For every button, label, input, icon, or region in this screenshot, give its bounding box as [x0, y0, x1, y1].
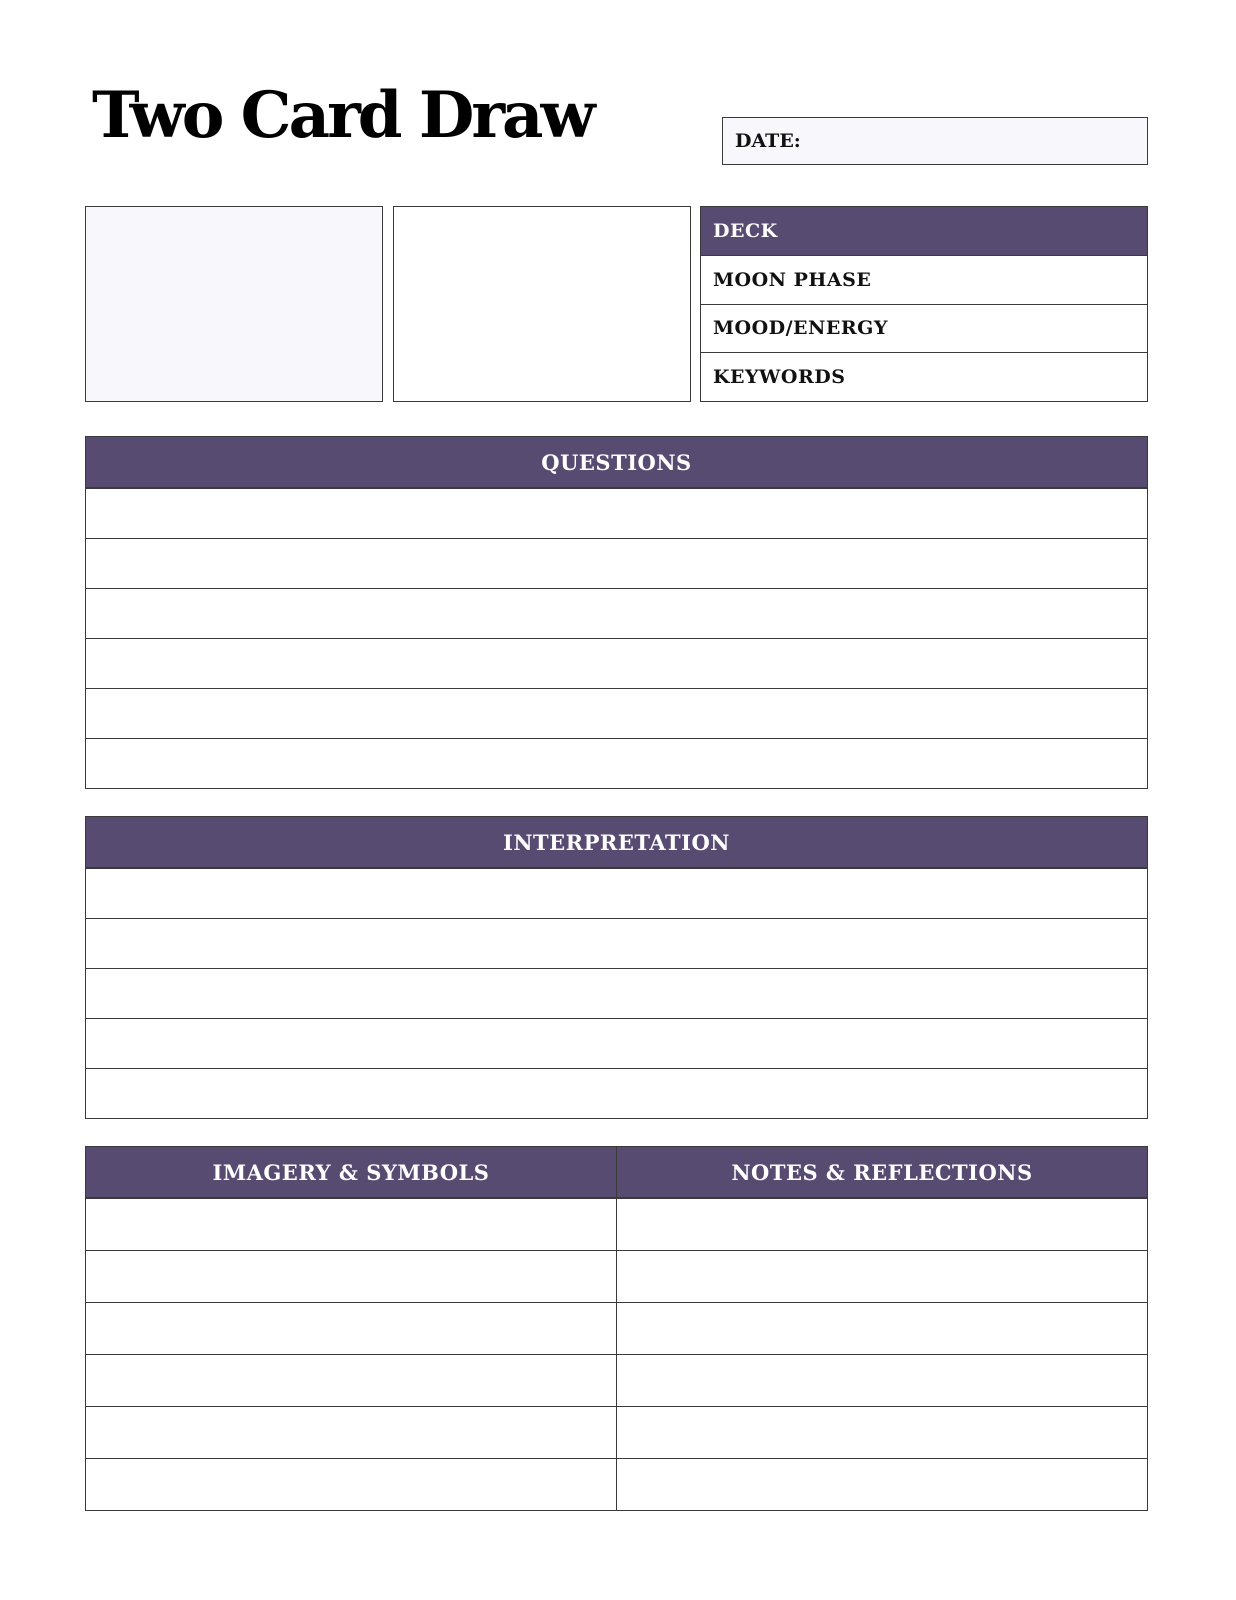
interpretation-line[interactable] — [86, 868, 1147, 918]
date-label: DATE: — [735, 130, 801, 152]
imagery-line[interactable] — [86, 1198, 616, 1250]
moon-phase-label: MOON PHASE — [713, 268, 872, 291]
notes-line[interactable] — [617, 1302, 1147, 1354]
questions-heading: QUESTIONS — [541, 449, 692, 475]
questions-line[interactable] — [86, 738, 1147, 788]
page-title: Two Card Draw — [92, 78, 593, 153]
date-field[interactable] — [722, 117, 1148, 165]
mood-energy-label: MOOD/ENERGY — [713, 317, 888, 340]
deck-field[interactable] — [701, 207, 1147, 255]
imagery-line[interactable] — [86, 1406, 616, 1458]
reading-info-table — [700, 206, 1148, 402]
interpretation-header — [86, 817, 1147, 868]
questions-line[interactable] — [86, 688, 1147, 738]
imagery-line[interactable] — [86, 1354, 616, 1406]
questions-line[interactable] — [86, 638, 1147, 688]
imagery-heading: IMAGERY & SYMBOLS — [212, 1159, 490, 1185]
interpretation-section — [85, 816, 1148, 1119]
keywords-label: KEYWORDS — [713, 366, 846, 389]
imagery-notes-section — [85, 1146, 1148, 1511]
interpretation-line[interactable] — [86, 968, 1147, 1018]
notes-line[interactable] — [617, 1250, 1147, 1302]
notes-column — [616, 1147, 1147, 1510]
card-slot-1[interactable] — [85, 206, 383, 402]
imagery-line[interactable] — [86, 1302, 616, 1354]
imagery-line[interactable] — [86, 1458, 616, 1510]
mood-energy-field[interactable] — [701, 304, 1147, 353]
interpretation-line[interactable] — [86, 918, 1147, 968]
notes-header — [617, 1147, 1147, 1198]
notes-line[interactable] — [617, 1406, 1147, 1458]
questions-header — [86, 437, 1147, 488]
moon-phase-field[interactable] — [701, 255, 1147, 304]
questions-line[interactable] — [86, 538, 1147, 588]
card-slot-2[interactable] — [393, 206, 691, 402]
questions-line[interactable] — [86, 488, 1147, 538]
questions-line[interactable] — [86, 588, 1147, 638]
notes-line[interactable] — [617, 1458, 1147, 1510]
imagery-column — [86, 1147, 616, 1510]
deck-label: DECK — [713, 219, 778, 242]
interpretation-line[interactable] — [86, 1068, 1147, 1118]
imagery-header — [86, 1147, 616, 1198]
questions-section — [85, 436, 1148, 789]
keywords-field[interactable] — [701, 352, 1147, 401]
notes-line[interactable] — [617, 1354, 1147, 1406]
notes-line[interactable] — [617, 1198, 1147, 1250]
notes-heading: NOTES & REFLECTIONS — [731, 1159, 1033, 1185]
interpretation-line[interactable] — [86, 1018, 1147, 1068]
interpretation-heading: INTERPRETATION — [503, 829, 730, 855]
imagery-line[interactable] — [86, 1250, 616, 1302]
